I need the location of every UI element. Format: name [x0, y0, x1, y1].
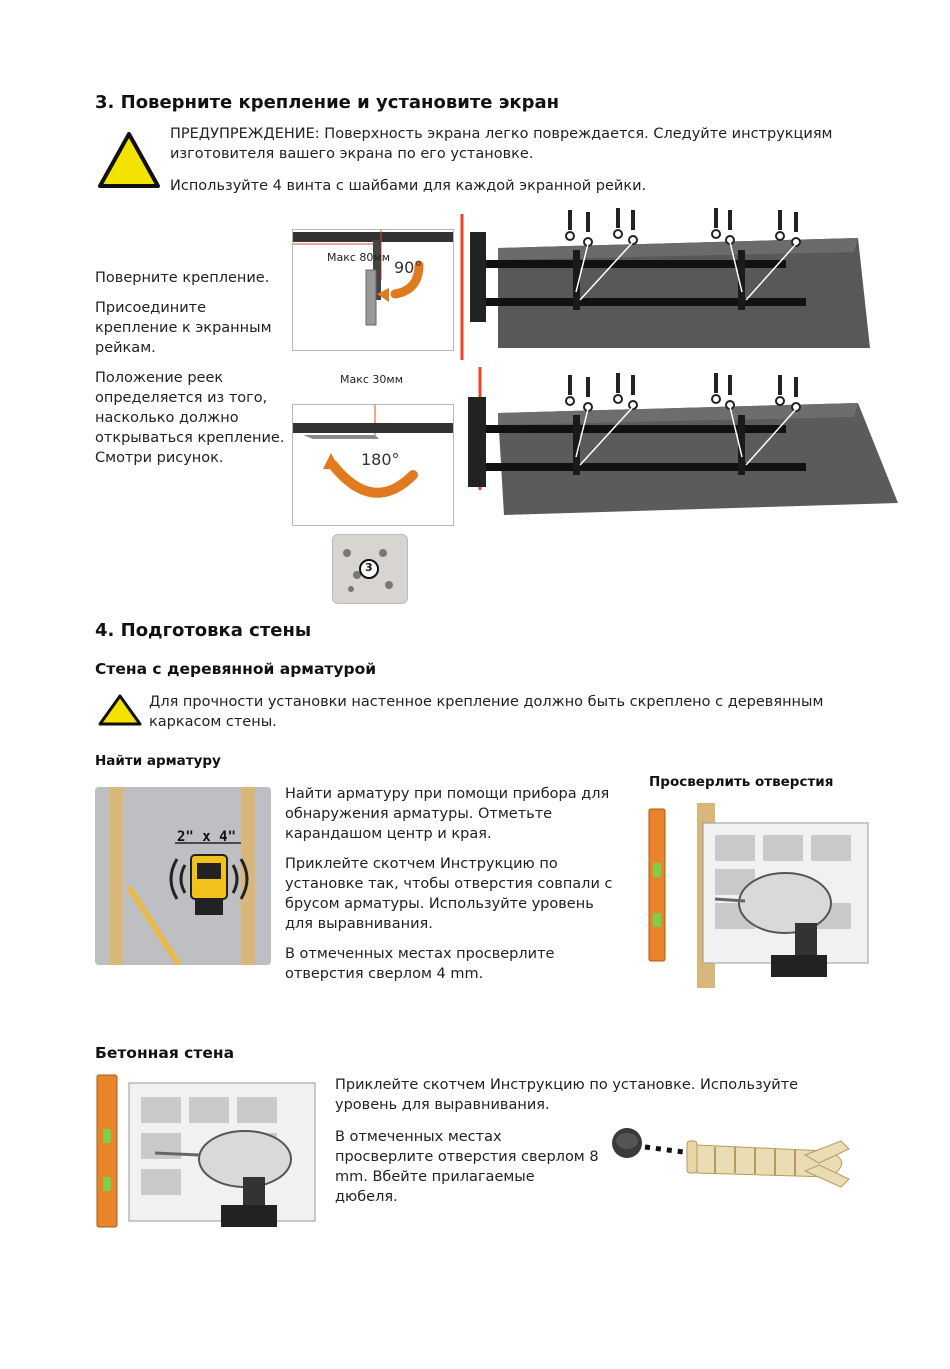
tape-template-text: Приклейте скотчем Инструкцию по установке так, чтобы отверстия совпали с брусом арматуры. Используйте уровень для выравнивания.: [285, 856, 613, 932]
screws-note: Используйте 4 винта с шайбами для каждой экранной рейки.: [170, 178, 647, 194]
screen-mount-180-illustration: [458, 365, 908, 525]
concrete-wall-title: Бетонная стена: [95, 1044, 235, 1062]
mount-90-illustration: [293, 230, 453, 350]
stud-finder-photo: [95, 787, 271, 965]
max-80-label: Макс 80мм: [327, 251, 391, 264]
bag-badge: 3: [365, 561, 373, 574]
hardware-bag-3: [332, 534, 408, 604]
drill-template-illustration: [645, 803, 873, 988]
section-4-title: 4. Подготовка стены: [95, 620, 312, 641]
drill-wood-photo: [645, 803, 873, 988]
find-stud-title: Найти арматуру: [95, 753, 221, 769]
drill-4mm-text: В отмеченных местах просверлите отверстия сверлом 4 mm.: [285, 946, 555, 982]
stud-instructions: [285, 784, 620, 994]
wood-wall-title: Стена с деревянной арматурой: [95, 660, 377, 678]
stud-finder-illustration: [95, 787, 271, 965]
max-30-label: Макс 30мм: [340, 373, 404, 386]
diagram-90-panel: [292, 229, 454, 351]
warning-icon: [97, 130, 161, 190]
find-stud-text: Найти арматуру при помощи прибора для обнаружения арматуры. Отметьте карандашом центр и края.: [285, 786, 610, 842]
concrete-template-illustration: [95, 1073, 323, 1236]
warning-icon: [97, 693, 143, 727]
drill-concrete-photo: [95, 1073, 323, 1236]
angle-90-label: 90°: [394, 258, 423, 277]
rotation-steps: [95, 268, 291, 478]
step-attach: Присоедините крепление к экранным рейкам.: [95, 300, 272, 356]
wall-plug-illustration: [605, 1115, 867, 1205]
concrete-instructions-2: В отмеченных местах просверлите отверстия сверлом 8 mm. Вбейте прилагаемые дюбеля.: [335, 1129, 599, 1205]
section-3-warning: ПРЕДУПРЕЖДЕНИЕ: Поверхность экрана легко повреждается. Следуйте инструкциям изготовителя вашего экрана по его установке.: [170, 126, 833, 162]
stud-size-label: 2" x 4": [177, 829, 237, 845]
section-3-title: 3. Поверните крепление и установите экран: [95, 92, 560, 113]
step-rotate: Поверните крепление.: [95, 270, 270, 286]
step-position: Положение реек определяется из того, насколько должно открываться крепление. Смотри рисунок.: [95, 370, 285, 466]
drill-holes-title: Просверлить отверстия: [649, 774, 834, 790]
angle-180-label: 180°: [361, 450, 400, 469]
concrete-instructions-1: Приклейте скотчем Инструкцию по установке. Используйте уровень для выравнивания.: [335, 1077, 799, 1113]
wood-wall-warning: Для прочности установки настенное крепление должно быть скреплено с деревянным каркасом стены.: [149, 694, 824, 730]
screen-mount-90-illustration: [458, 200, 908, 360]
